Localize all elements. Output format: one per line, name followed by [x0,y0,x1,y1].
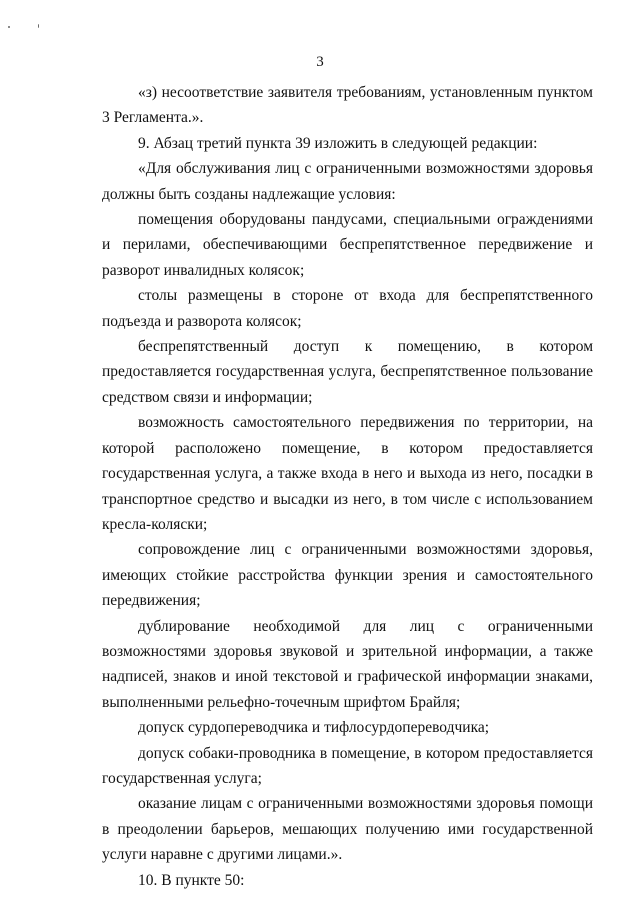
paragraph-escort: сопровождение лиц с ограниченными возможностями здоровья, имеющих стойкие расстройства функции зрения и самостоятельного передвижения; [102,541,593,610]
paragraph-assistance: оказание лицам с ограниченными возможностями здоровья помощи в преодолении барьеров, мешающих получению ими государственной услуги наравне с другими лицами.». [102,795,593,864]
scan-speck [8,26,10,28]
paragraph-movement: возможность самостоятельного передвижения по территории, на которой расположено помещение, в котором предоставляется государственная услуга, а также входа в него и выхода из него, посадки в транспортное средство и высадки из него, в том числе с использованием кресла-коляски; [102,414,593,533]
paragraph-braille: дублирование необходимой для лиц с ограниченными возможностями здоровья звуковой и зрительной информации, а также надписей, знаков и иной текстовой и графической информации знаками, выполненными рельефно-точечным шрифтом Брайля; [102,617,593,711]
paragraph-item-z: «з) несоответствие заявителя требованиям, установленным пунктом 3 Регламента.». [102,84,593,127]
page-number: 3 [316,54,324,70]
document-body [102,80,593,893]
paragraph-guide-dog: допуск собаки-проводника в помещение, в котором предоставляется государственная услуга; [102,744,593,787]
scan-speck [38,24,39,28]
scan-specks [8,22,48,32]
paragraph-item-10: 10. В пункте 50: [138,871,245,889]
paragraph-ramps: помещения оборудованы пандусами, специальными ограждениями и перилами, обеспечивающими беспрепятственное передвижение и разворот инвалидных колясок; [102,211,593,279]
paragraph-item-9: 9. Абзац третий пункта 39 изложить в следующей редакции: [138,134,538,152]
paragraph-conditions-intro: «Для обслуживания лиц с ограниченными возможностями здоровья должны быть созданы надлежащие условия: [102,160,593,203]
paragraph-tables: столы размещены в стороне от входа для беспрепятственного подъезда и разворота колясок; [102,287,593,330]
paragraph-interpreter: допуск сурдопереводчика и тифлосурдопереводчика; [138,719,490,737]
paragraph-access: беспрепятственный доступ к помещению, в котором предоставляется государственная услуга, беспрепятственное пользование средством связи и информации; [102,338,593,406]
